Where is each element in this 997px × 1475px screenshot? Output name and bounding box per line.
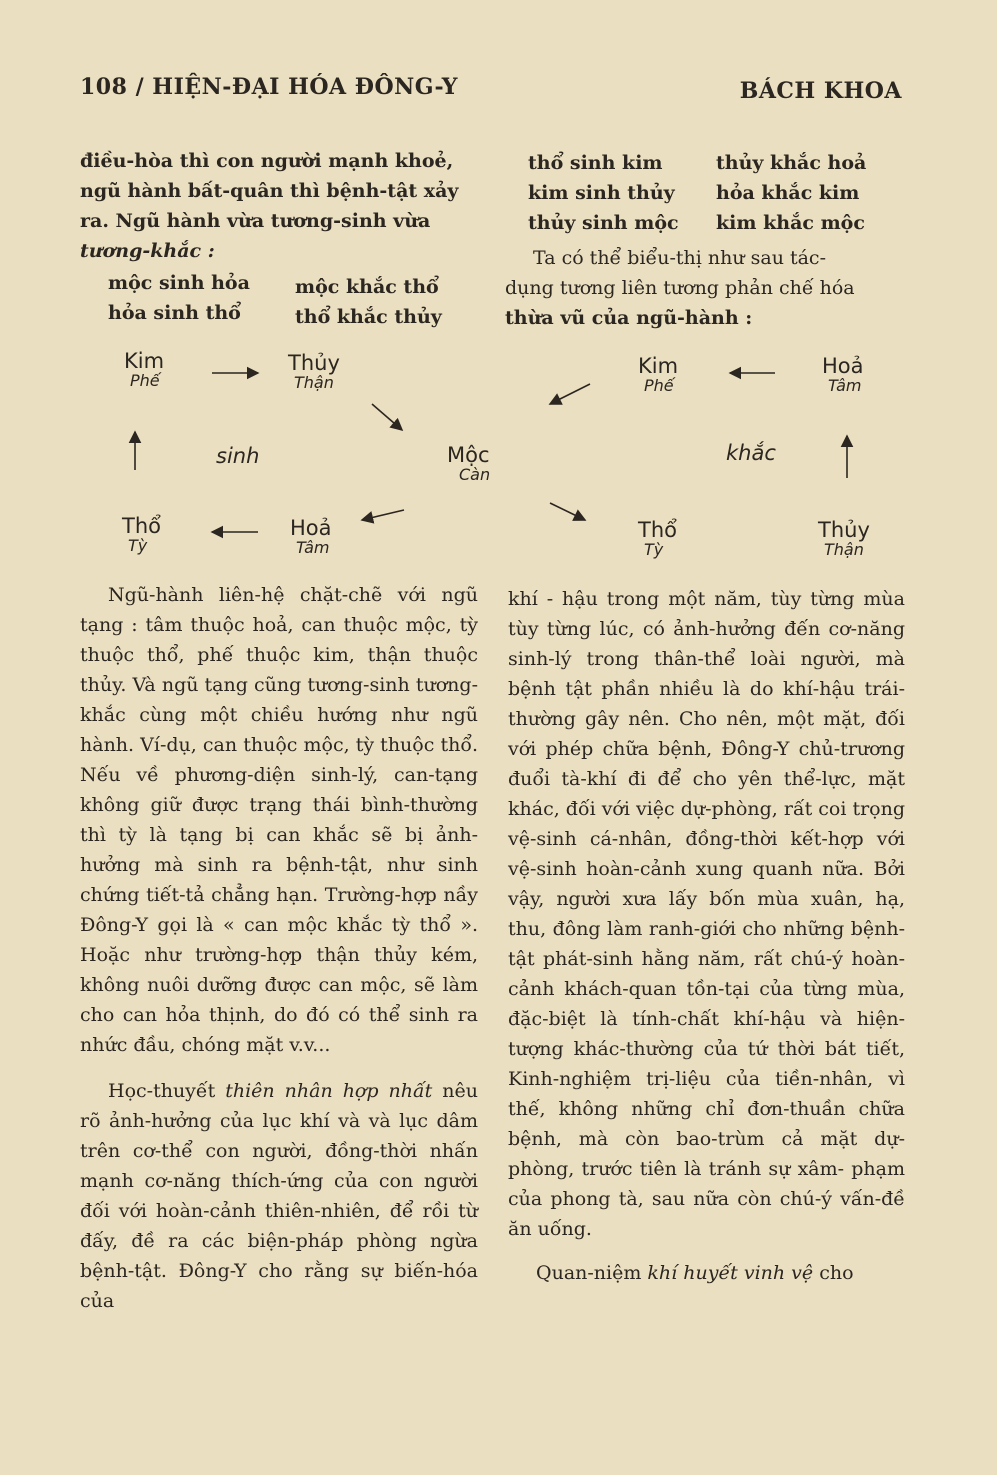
intro-line: điều-hòa thì con người mạnh khoẻ,: [80, 150, 454, 172]
diagram-label-khac: khắc: [726, 441, 776, 465]
element-hoa: Hoả Tâm: [822, 354, 864, 395]
pair-line: mộc sinh hỏa: [108, 272, 250, 294]
paragraph: khí - hậu trong một năm, tùy từng mùa tùy từng lúc, có ảnh-hưởng đến cơ-năng sinh-lý trong thân-thể loài người, mà bệnh tật phần nhiều là do khí-hậu trái-thường gây nên. Cho nên, một mặt, đối với phép chữa bệnh, Đông-Y chủ-trương đuổi tà-khí đi để cho yên thể-lực, mặt khác, đối với việc dự-phòng, rất coi trọng vệ-sinh cá-nhân, đồng-thời kết-hợp với vệ-sinh hoàn-cảnh xung quanh nữa. Bởi vậy, người xưa lấy bốn mùa xuân, hạ, thu, đông làm ranh-giới cho những bệnh-tật phát-sinh hằng năm, rất chú-ý hoàn-cảnh khách-quan tồn-tại của từng mùa, đặc-biệt là tính-chất khí-hậu và hiện-tượng khác-thường của tứ thời bát tiết, Kinh-nghiệm trị-liệu của tiền-nhân, vì thế, không những chỉ đơn-thuần chữa bệnh, mà còn bao-trùm cả mặt dự- phòng, trước tiên là tránh sự xâm- phạm của phong tà, sau nữa còn chú-ý vấn-đề ăn uống.: [508, 588, 906, 1240]
intro-line: Ta có thể biểu-thị như sau tác-: [533, 247, 826, 269]
element-hoa: Hoả Tâm: [290, 516, 332, 557]
pair-line: hỏa khắc kim: [716, 182, 860, 204]
paragraph: Ngũ-hành liên-hệ chặt-chẽ với ngũ tạng : tâm thuộc hoả, can thuộc mộc, tỳ thuộc thổ, phế thuộc kim, thận thuộc thủy. Và ngũ tạng cũng tương-sinh tương-khắc cùng một chiều hướng như ngũ hành. Ví-dụ, can thuộc mộc, tỳ thuộc thổ. Nếu về phương-diện sinh-lý, can-tạng không giữ được trạng thái bình-thường thì tỳ là tạng bị can khắc sẽ bị ảnh-hưởng mà sinh ra bệnh-tật, như sinh chứng tiết-tả chẳng hạn. Trường-hợp nầy Đông-Y gọi là « can mộc khắc tỳ thổ ». Hoặc như trường-hợp thận thủy kém, không nuôi dưỡng được can mộc, sẽ làm cho can hỏa thịnh, do đó có thể sinh ra nhức đầu, chóng mặt v.v...: [80, 584, 478, 1056]
element-thuy: Thủy Thận: [288, 351, 340, 392]
left-body: [80, 580, 478, 1316]
arrow-moc-tho: [550, 503, 585, 520]
paragraph: Quan-niệm khí huyết vinh vệ cho: [536, 1262, 854, 1284]
intro-line: dụng tương liên tương phản chế hóa: [505, 277, 855, 299]
diagram-label-sinh: sinh: [216, 444, 260, 468]
pair-line: kim khắc mộc: [716, 212, 865, 234]
arrow-moc-hoa: [362, 510, 404, 520]
element-moc: Mộc Càn: [447, 443, 491, 484]
paragraph: Học-thuyết thiên nhân hợp nhất nêu rõ ảnh-hưởng của lục khí và và lục dâm trên cơ-thể con người, đồng-thời nhấn mạnh cơ-năng thích-ứng của con người đối với hoàn-cảnh thiên-nhiên, để rồi từ đấy, đề ra các biện-pháp phòng ngừa bệnh-tật. Đông-Y cho rằng sự biến-hóa của: [80, 1080, 478, 1312]
intro-line: tương-khắc :: [80, 240, 215, 262]
arrow-thuy-moc: [372, 404, 402, 430]
pair-line: thổ sinh kim: [528, 152, 663, 174]
element-kim: Kim Phế: [638, 354, 679, 395]
pair-line: thổ khắc thủy: [295, 306, 442, 328]
running-header-right: BÁCH KHOA: [739, 78, 902, 104]
element-kim: Kim Phế: [124, 349, 165, 390]
element-tho: Thổ Tỳ: [638, 518, 677, 559]
right-body: [508, 584, 905, 1288]
intro-line: thừa vũ của ngũ-hành :: [505, 307, 753, 329]
pair-line: mộc khắc thổ: [295, 276, 439, 298]
pair-line: kim sinh thủy: [528, 182, 675, 204]
element-tho: Thổ Tỳ: [122, 514, 161, 555]
pair-line: hỏa sinh thổ: [108, 302, 241, 324]
pair-line: thủy khắc hoả: [716, 152, 867, 174]
intro-line: ngũ hành bất-quân thì bệnh-tật xảy: [80, 180, 459, 202]
running-header-left: 108 / HIỆN-ĐẠI HÓA ĐÔNG-Y: [80, 74, 458, 100]
arrow-kim-moc: [550, 384, 590, 404]
pair-line: thủy sinh mộc: [528, 212, 679, 234]
intro-line: ra. Ngũ hành vừa tương-sinh vừa: [80, 210, 431, 232]
element-thuy: Thủy Thận: [818, 518, 870, 559]
